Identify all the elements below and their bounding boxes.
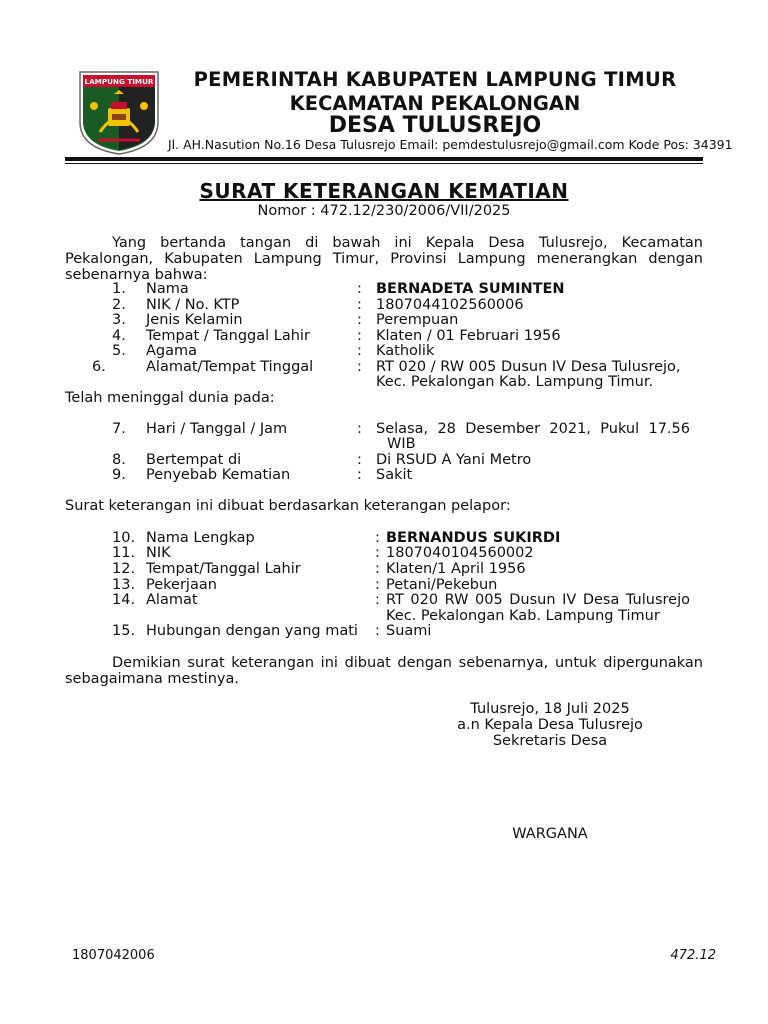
lampung-timur-emblem-icon bbox=[78, 70, 160, 156]
field-row: 2. NIK / No. KTP : 1807044102560006 bbox=[112, 297, 524, 313]
field-row: 8. Bertempat di : Di RSUD A Yani Metro bbox=[112, 452, 532, 468]
header-divider-thick bbox=[65, 157, 703, 161]
footer-code-right: 472.12 bbox=[670, 948, 716, 963]
field-row: 12. Tempat/Tanggal Lahir : Klaten/1 April 1956 bbox=[112, 561, 526, 577]
header-divider-thin bbox=[65, 163, 703, 164]
death-heading: Telah meninggal dunia pada: bbox=[65, 390, 275, 406]
field-row: 7. Hari / Tanggal / Jam : Selasa, 28 Desember 2021, Pukul 17.56 bbox=[112, 421, 690, 437]
field-row: 9. Penyebab Kematian : Sakit bbox=[112, 467, 413, 483]
field-row: 6. Alamat/Tempat Tinggal : RT 020 / RW 005 Dusun IV Desa Tulusrejo, bbox=[92, 359, 681, 375]
field-row: 4. Tempat / Tanggal Lahir : Klaten / 01 Februari 1956 bbox=[112, 328, 561, 344]
field-row: 13. Pekerjaan : Petani/Pekebun bbox=[112, 577, 498, 593]
field-row: 1. Nama : BERNADETA SUMINTEN bbox=[112, 281, 565, 297]
logo-text: LAMPUNG TIMUR bbox=[84, 77, 154, 86]
field-row: 3. Jenis Kelamin : Perempuan bbox=[112, 312, 459, 328]
letterhead-district: KECAMATAN PEKALONGAN bbox=[289, 92, 581, 115]
footer-code-left: 1807042006 bbox=[72, 948, 155, 963]
field-row: 11. NIK : 1807040104560002 bbox=[112, 545, 534, 561]
field-row-continuation: Kec. Pekalongan Kab. Lampung Timur bbox=[386, 608, 660, 624]
intro-paragraph: Yang bertanda tangan di bawah ini Kepala Desa Tulusrejo, Kecamatan Pekalongan, Kabupaten Lampung Timur, Provinsi Lampung menerangkan dengan sebenarnya bahwa: bbox=[65, 235, 703, 283]
signature-position: Sekretaris Desa bbox=[492, 733, 608, 749]
signature-on-behalf: a.n Kepala Desa Tulusrejo bbox=[457, 717, 643, 733]
document-title: SURAT KETERANGAN KEMATIAN bbox=[199, 179, 569, 203]
closing-paragraph: Demikian surat keterangan ini dibuat dengan sebenarnya, untuk dipergunakan sebagaimana mestinya. bbox=[65, 655, 703, 687]
field-row: 5. Agama : Katholik bbox=[112, 343, 435, 359]
field-row: 10. Nama Lengkap : BERNANDUS SUKIRDI bbox=[112, 530, 561, 546]
document-number: Nomor : 472.12/230/2006/VII/2025 bbox=[257, 203, 511, 219]
field-row: 14. Alamat : RT 020 RW 005 Dusun IV Desa Tulusrejo bbox=[112, 592, 690, 608]
reporter-heading: Surat keterangan ini dibuat berdasarkan keterangan pelapor: bbox=[65, 498, 511, 514]
field-row-continuation: WIB bbox=[387, 436, 416, 452]
letterhead-government: PEMERINTAH KABUPATEN LAMPUNG TIMUR bbox=[193, 68, 677, 91]
field-row-continuation: Kec. Pekalongan Kab. Lampung Timur. bbox=[376, 374, 654, 390]
signatory-name: WARGANA bbox=[512, 826, 588, 842]
letterhead-address: Jl. AH.Nasution No.16 Desa Tulusrejo Email: pemdestulusrejo@gmail.com Kode Pos: 34391 bbox=[168, 137, 733, 152]
field-row: 15. Hubungan dengan yang mati : Suami bbox=[112, 623, 432, 639]
signature-place-date: Tulusrejo, 18 Juli 2025 bbox=[470, 701, 630, 717]
letterhead-village: DESA TULUSREJO bbox=[328, 113, 542, 138]
